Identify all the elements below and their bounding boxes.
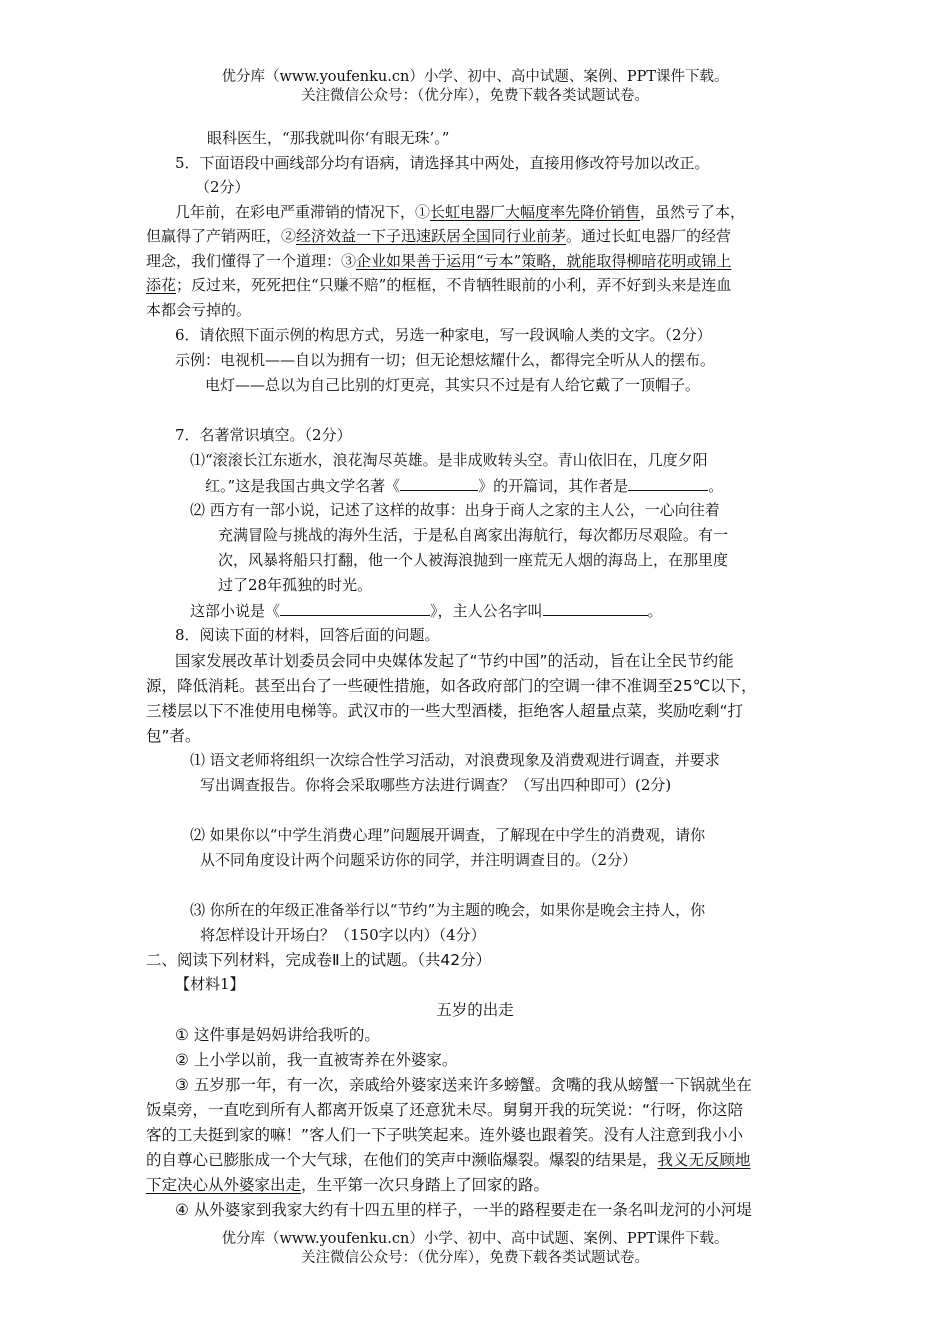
footer-line-1: 优分库（www.youfenku.cn）小学、初中、高中试题、案例、PPT课件下载。 — [221, 1231, 729, 1247]
q6-example-2: 电灯——总以为自己比别的灯更亮，其实只不过是有人给它戴了一顶帽子。 — [205, 376, 701, 394]
underlined-error-2: 经济效益一下子迅速跃居全国同行业前茅 — [296, 227, 567, 245]
q7-part2-line1: ⑵ 西方有一部小说，记述了这样的故事：出身于商人之家的主人公，一心向往着 — [190, 501, 720, 519]
page-header — [0, 68, 950, 106]
text: 。 — [647, 602, 663, 620]
essay-title: 五岁的出走 — [436, 1001, 514, 1019]
q8-sub2-line1: ⑵ 如果你以“中学生消费心理”问题展开调查，了解现在中学生的消费观，请你 — [190, 826, 706, 844]
text: 理念，我们懂得了一个道理：③ — [146, 252, 357, 270]
q8-material-line4: 包”者。 — [146, 727, 201, 745]
text: 。 — [708, 477, 724, 495]
q8-sub1-line1: ⑴ 语文老师将组织一次综合性学习活动，对浪费现象及消费观进行调查，并要求 — [190, 751, 720, 769]
q8-sub3-line2: 将怎样设计开场白？（150字以内）（4分） — [200, 926, 486, 944]
answer-blank-author[interactable] — [628, 474, 708, 491]
text: ；反过来，死死把住“只赚不赔”的框框，不肯牺牲眼前的小利，弄不好到头来是连血 — [176, 276, 732, 294]
text: ，虽然亏了本， — [640, 203, 746, 221]
answer-blank-book[interactable] — [400, 474, 478, 491]
q6-example-1: 示例：电视机——自以为拥有一切；但无论想炫耀什么，都得完全听从人的摆布。 — [175, 351, 716, 369]
essay-para-3-line3: 客的工夫挺到家的嘛！”客人们一下子哄笑起来。连外婆也跟着笑。没有人注意到我小小 — [146, 1126, 744, 1144]
footer-line-2: 关注微信公众号：（优分库），免费下载各类试题试卷。 — [301, 1250, 649, 1266]
q7-part2-line4: 过了28年孤独的时光。 — [218, 576, 373, 594]
text: 。通过长虹电器厂的经营 — [566, 227, 732, 245]
q7-part2-line2: 充满冒险与挑战的海外生活，于是私自离家出海航行，每次都历尽艰险。有一 — [218, 526, 729, 544]
q8-material-line1: 国家发展改革计划委员会同中央媒体发起了“节约中国”的活动，旨在让全民节约能 — [175, 652, 734, 670]
q5-line-1 — [175, 201, 745, 223]
essay-para-1: ① 这件事是妈妈讲给我听的。 — [175, 1026, 380, 1044]
q5-line-5: 本都会亏掉的。 — [146, 301, 252, 319]
q7-part2-line5 — [190, 599, 663, 622]
q8-sub2-line2: 从不同角度设计两个问题采访你的同学，并注明调查目的。（2分） — [200, 851, 638, 869]
material-label: 【材料1】 — [175, 975, 245, 993]
q8-sub3-line1: ⑶ 你所在的年级正准备举行以“节约”为主题的晚会，如果你是晚会主持人，你 — [190, 901, 706, 919]
text: 的自尊心已膨胀成一个大气球，在他们的笑声中濒临爆裂。爆裂的结果是， — [146, 1151, 658, 1169]
text: 这部小说是《 — [190, 602, 281, 620]
text: ，生平第一次只身踏上了回家的路。 — [301, 1176, 550, 1194]
underlined-sentence: 我义无反顾地 — [657, 1151, 751, 1169]
part2-title: 二、阅读下列材料，完成卷Ⅱ上的试题。（共42分） — [146, 951, 492, 969]
q5-line-4 — [146, 274, 731, 296]
underlined-error-1: 长虹电器厂大幅度率先降价销售 — [430, 203, 641, 221]
q8-material-line3: 三楼层以下不准使用电梯等。武汉市的一些大型酒楼，拒绝客人超量点菜，奖励吃剩“打 — [146, 702, 744, 720]
underlined-error-3: 企业如果善于运用“亏本”策略，就能取得柳暗花明或锦上 — [356, 252, 732, 270]
q8-sub1-line2: 写出调查报告。你将会采取哪些方法进行调查？（写出四种即可）(2分) — [200, 776, 672, 794]
q7-part1-line2 — [205, 474, 723, 497]
header-line-1: 优分库（www.youfenku.cn）小学、初中、高中试题、案例、PPT课件下载。 — [221, 69, 729, 85]
essay-para-3-line2: 饭桌旁，一直吃到所有人都离开饭桌了还意犹未尽。舅舅开我的玩笑说：“行呀，你这陪 — [146, 1101, 744, 1119]
q8-title: 8．阅读下面的材料，回答后面的问题。 — [175, 626, 440, 644]
q6-title: 6．请依照下面示例的构思方式，另选一种家电，写一段讽喻人类的文字。（2分） — [175, 326, 712, 344]
underlined-sentence-cont: 下定决心从外婆家出走 — [146, 1176, 302, 1194]
essay-para-3-line1: ③ 五岁那一年，有一次，亲戚给外婆家送来许多螃蟹。贪嘴的我从螃蟹一下锅就坐在 — [175, 1076, 752, 1094]
text: 》的开篇词，其作者是 — [478, 477, 629, 495]
essay-para-4-line1: ④ 从外婆家到我家大约有十四五里的样子，一半的路程要走在一条名叫龙河的小河堤 — [175, 1201, 752, 1219]
page-footer — [0, 1230, 950, 1268]
q7-part1-line1: ⑴“滚滚长江东逝水，浪花淘尽英雄。是非成败转头空。青山依旧在，几度夕阳 — [190, 451, 708, 469]
text: 几年前，在彩电严重滞销的情况下，① — [175, 203, 431, 221]
underlined-error-3-cont: 添花 — [146, 276, 177, 294]
answer-blank-novel[interactable] — [280, 599, 430, 616]
header-line-2: 关注微信公众号：（优分库），免费下载各类试题试卷。 — [301, 88, 649, 104]
essay-para-3-line5 — [146, 1174, 549, 1196]
q7-title: 7．名著常识填空。（2分） — [175, 426, 352, 444]
text: 红。”这是我国古典文学名著《 — [205, 477, 401, 495]
q4-tail: 眼科医生，“那我就叫你‘有眼无珠’。” — [207, 129, 450, 147]
q5-line-2 — [146, 225, 731, 247]
q8-material-line2: 源，降低消耗。甚至出台了一些硬性措施，如各政府部门的空调一律不准调至25℃以下， — [146, 677, 757, 695]
q5-line-3 — [146, 250, 731, 272]
essay-para-2: ② 上小学以前，我一直被寄养在外婆家。 — [175, 1051, 458, 1069]
text: 》，主人公名字叫 — [430, 602, 543, 620]
text: 但赢得了产销两旺，② — [146, 227, 297, 245]
q7-part2-line3: 次，风暴将船只打翻，他一个人被海浪抛到一座荒无人烟的海岛上，在那里度 — [218, 551, 729, 569]
q5-score: （2分） — [195, 178, 250, 196]
q5-title: 5．下面语段中画线部分均有语病，请选择其中两处，直接用修改符号加以改正。 — [175, 154, 710, 172]
essay-para-3-line4 — [146, 1149, 751, 1171]
answer-blank-protagonist[interactable] — [543, 599, 648, 616]
